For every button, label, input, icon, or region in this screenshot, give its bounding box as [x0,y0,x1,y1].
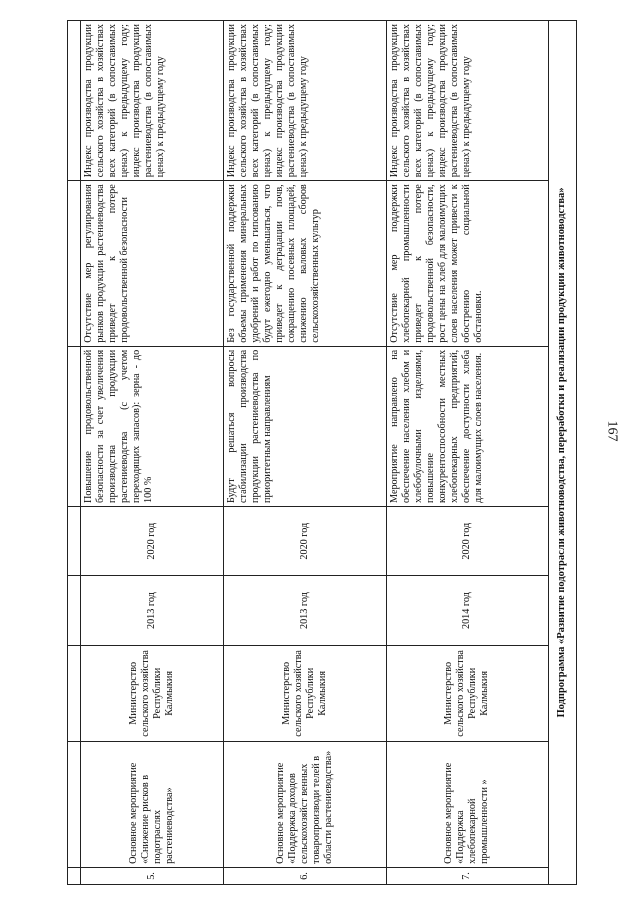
end-year: 2020 год [224,506,386,575]
start-year: 2013 год [224,576,386,645]
row-number: 5. [81,867,224,884]
executor: Министерство сельского хозяйства Республики Калмыкия [386,645,548,741]
related-indicators: Индекс производства продукции сельского хозяйства в хозяйствах всех категорий (в сопоставимых ценах) к предыдущему году; индекс производства продукции растениеводства (в сопоставимых ценах) к предыдущему году [224,21,386,181]
table-row [224,21,386,885]
measure-name: Основное мероприятие «Поддержка доходов сельскохозяйст венных товаропроизводи телей в области растениеводства» [224,741,386,867]
end-year: 2020 год [386,506,548,575]
page-number: 167 [604,420,620,442]
non-implementation-consequences: Отсутствие мер поддержки хлебопекарной промышленности приведет к потере продовольственной безопасности, рост цены на хлеб для малоимущих слоев населения может привести к обострению социальной обстановки. [386,181,548,347]
related-indicators: Индекс производства продукции сельского хозяйства в хозяйствах всех категорий (в сопоставимых ценах) к предыдущему году; индекс производства продукции растениеводства (в сопоставимых ценах) к предыдущему году [386,21,548,181]
executor: Министерство сельского хозяйства Республики Калмыкия [81,645,224,741]
start-year: 2014 год [386,576,548,645]
subprogram-heading-row [549,21,577,885]
row-number: 7. [386,867,548,884]
expected-result: Повышение продовольственной безопасности за счет увеличения производства продукции растениеводства (с учетом переходящих запасов): зерна - до 100 % [81,346,224,506]
row-number: 6. [224,867,386,884]
subprogram-title: Подпрограмма «Развитие подотрасли животноводства, переработки и реализации продукции животноводства» [549,21,577,885]
non-implementation-consequences: Без государственной поддержки объемы применения минеральных удобрений и работ по гипсованию будут ежегодно уменьшаться, что приведет к деградации почв, сокращению посевных площадей, снижению валовых сборов сельскохозяйственных культур [224,181,386,347]
table-row [386,21,548,885]
measure-name: Основное мероприятие «Снижение рисков в подотраслях растениеводства» [81,741,224,867]
table-top-spacer-row [68,21,81,885]
executor: Министерство сельского хозяйства Республики Калмыкия [224,645,386,741]
start-year: 2013 год [81,576,224,645]
expected-result: Будут решаться вопросы стабилизации производства продукции растениеводства по приоритетным направлениям [224,346,386,506]
table-row [81,21,224,885]
end-year: 2020 год [81,506,224,575]
non-implementation-consequences: Отсутствие мер регулирования рынков продукции растениеводства приведет к потере продовольственной безопасности [81,181,224,347]
rotated-table-container [67,20,577,885]
program-measures-table [67,20,577,885]
related-indicators: Индекс производства продукции сельского хозяйства в хозяйствах всех категорий (в сопоставимых ценах) к предыдущему году; индекс производства продукции растениеводства (в сопоставимых ценах) к предыдущему году [81,21,224,181]
measure-name: Основное мероприятие «Поддержка хлебопекарной промышленности » [386,741,548,867]
expected-result: Мероприятие направлено на обеспечение населения хлебом и хлебобулочными изделиями, повышение конкурентоспособности местных хлебопекарных предприятий, обеспечение доступности хлеба для малоимущих слоев населения. [386,346,548,506]
